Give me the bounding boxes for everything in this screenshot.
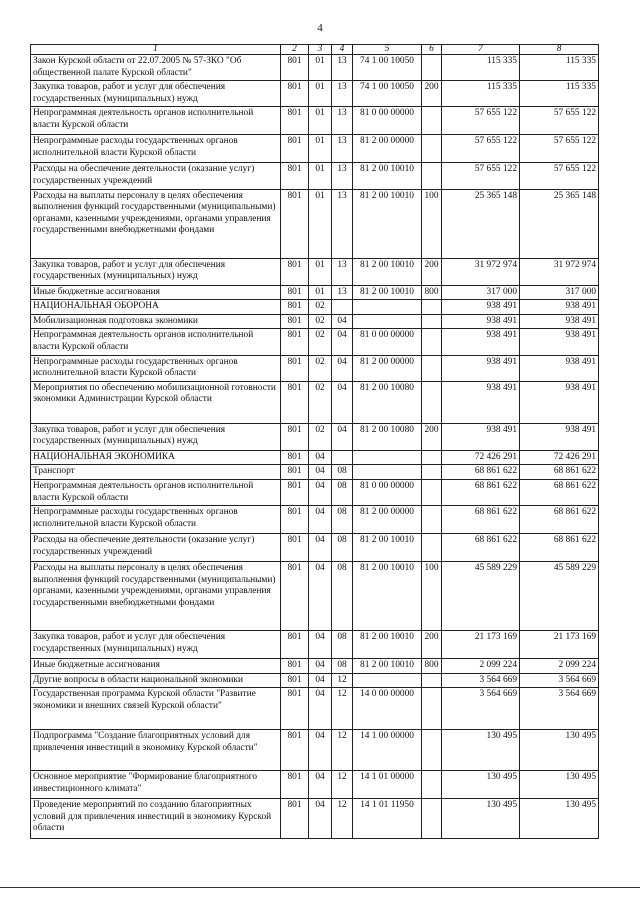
expense-type-code <box>422 506 442 534</box>
amount-approved: 45 589 229 <box>520 562 599 631</box>
expense-type-code: 200 <box>422 81 442 107</box>
amount-plan: 938 491 <box>442 381 520 423</box>
expense-type-code <box>422 799 442 839</box>
ministry-code: 801 <box>281 81 309 107</box>
subsection-code: 13 <box>332 163 353 189</box>
amount-approved: 938 491 <box>520 329 599 355</box>
ministry-code: 801 <box>281 285 309 300</box>
subsection-code: 04 <box>332 381 353 423</box>
table-row <box>31 506 599 534</box>
amount-approved: 130 495 <box>520 799 599 839</box>
amount-plan: 31 972 974 <box>442 258 520 285</box>
target-article-code: 74 1 00 10050 <box>353 55 422 81</box>
amount-plan: 3 564 669 <box>442 688 520 730</box>
row-name: Расходы на выплаты персоналу в целях обеспечения выполнения функций государственными (муниципальными) органами, казенными учреждениями, органами управления государственными внебюджетными фондами <box>31 189 281 258</box>
amount-plan: 57 655 122 <box>442 163 520 189</box>
amount-approved: 68 861 622 <box>520 465 599 480</box>
amount-approved: 57 655 122 <box>520 135 599 163</box>
target-article-code: 81 0 00 00000 <box>353 107 422 135</box>
section-code: 04 <box>309 771 332 799</box>
expense-type-code <box>422 329 442 355</box>
amount-approved: 31 972 974 <box>520 258 599 285</box>
subsection-code: 13 <box>332 55 353 81</box>
ministry-code: 801 <box>281 673 309 688</box>
expense-type-code <box>422 107 442 135</box>
amount-plan: 68 861 622 <box>442 479 520 505</box>
subsection-code: 08 <box>332 631 353 659</box>
subsection-code: 13 <box>332 107 353 135</box>
target-article-code: 81 2 00 10010 <box>353 285 422 300</box>
row-name: Непрограммная деятельность органов исполнительной власти Курской области <box>31 107 281 135</box>
section-code: 02 <box>309 381 332 423</box>
table-row <box>31 107 599 135</box>
expense-type-code <box>422 688 442 730</box>
table-row <box>31 329 599 355</box>
expense-type-code <box>422 355 442 381</box>
amount-plan: 130 495 <box>442 730 520 771</box>
section-code: 04 <box>309 465 332 480</box>
ministry-code: 801 <box>281 771 309 799</box>
section-code: 02 <box>309 355 332 381</box>
row-name: Закон Курской области от 22.07.2005 № 57-ЗКО "Об общественной палате Курской области" <box>31 55 281 81</box>
table-row <box>31 465 599 480</box>
subsection-code: 12 <box>332 673 353 688</box>
subsection-code: 04 <box>332 423 353 450</box>
section-code: 01 <box>309 81 332 107</box>
row-name: НАЦИОНАЛЬНАЯ ОБОРОНА <box>31 300 281 315</box>
section-code: 02 <box>309 329 332 355</box>
subsection-code: 08 <box>332 465 353 480</box>
subsection-code: 12 <box>332 730 353 771</box>
subsection-code: 08 <box>332 479 353 505</box>
expense-type-code <box>422 163 442 189</box>
subsection-code: 12 <box>332 688 353 730</box>
section-code: 04 <box>309 673 332 688</box>
expense-type-code: 200 <box>422 631 442 659</box>
table-row <box>31 673 599 688</box>
expense-type-code: 100 <box>422 189 442 258</box>
ministry-code: 801 <box>281 258 309 285</box>
section-code: 01 <box>309 163 332 189</box>
amount-plan: 68 861 622 <box>442 465 520 480</box>
table-row <box>31 189 599 258</box>
amount-approved: 938 491 <box>520 423 599 450</box>
section-code: 04 <box>309 631 332 659</box>
table-row <box>31 423 599 450</box>
row-name: Иные бюджетные ассигнования <box>31 659 281 674</box>
row-name: Государственная программа Курской области "Развитие экономики и внешних связей Курской области" <box>31 688 281 730</box>
expense-type-code <box>422 465 442 480</box>
amount-approved: 2 099 224 <box>520 659 599 674</box>
amount-approved: 3 564 669 <box>520 688 599 730</box>
row-name: Проведение мероприятий по созданию благоприятных условий для привлечения инвестиций в экономику Курской области <box>31 799 281 839</box>
section-code: 04 <box>309 450 332 465</box>
amount-plan: 21 173 169 <box>442 631 520 659</box>
amount-approved: 130 495 <box>520 771 599 799</box>
row-name: Непрограммные расходы государственных органов исполнительной власти Курской области <box>31 355 281 381</box>
ministry-code: 801 <box>281 423 309 450</box>
amount-approved: 115 335 <box>520 55 599 81</box>
amount-plan: 317 000 <box>442 285 520 300</box>
row-name: Транспорт <box>31 465 281 480</box>
table-row <box>31 81 599 107</box>
page-number: 4 <box>317 22 323 34</box>
target-article-code: 81 2 00 10010 <box>353 534 422 562</box>
target-article-code: 81 2 00 10010 <box>353 258 422 285</box>
amount-approved: 938 491 <box>520 381 599 423</box>
amount-plan: 68 861 622 <box>442 506 520 534</box>
page-bottom-rule <box>0 887 640 888</box>
amount-plan: 57 655 122 <box>442 135 520 163</box>
ministry-code: 801 <box>281 355 309 381</box>
ministry-code: 801 <box>281 631 309 659</box>
header-row <box>31 45 599 55</box>
subsection-code: 08 <box>332 534 353 562</box>
amount-approved: 21 173 169 <box>520 631 599 659</box>
ministry-code: 801 <box>281 107 309 135</box>
section-code: 04 <box>309 562 332 631</box>
row-name: Закупка товаров, работ и услуг для обеспечения государственных (муниципальных) нужд <box>31 258 281 285</box>
amount-plan: 130 495 <box>442 799 520 839</box>
amount-plan: 72 426 291 <box>442 450 520 465</box>
table-row <box>31 258 599 285</box>
target-article-code: 14 1 00 00000 <box>353 730 422 771</box>
target-article-code: 81 2 00 10010 <box>353 562 422 631</box>
table-row <box>31 163 599 189</box>
ministry-code: 801 <box>281 506 309 534</box>
table-row <box>31 381 599 423</box>
column-header: 1 <box>31 45 281 55</box>
subsection-code: 13 <box>332 135 353 163</box>
row-name: Непрограммные расходы государственных органов исполнительной власти Курской области <box>31 135 281 163</box>
expense-type-code <box>422 673 442 688</box>
amount-plan: 68 861 622 <box>442 534 520 562</box>
ministry-code: 801 <box>281 450 309 465</box>
ministry-code: 801 <box>281 799 309 839</box>
target-article-code: 81 2 00 10080 <box>353 381 422 423</box>
column-header: 2 <box>281 45 309 55</box>
row-name: Закупка товаров, работ и услуг для обеспечения государственных (муниципальных) нужд <box>31 81 281 107</box>
row-name: Подпрограмма "Создание благоприятных условий для привлечения инвестиций в экономику Курской области" <box>31 730 281 771</box>
section-code: 01 <box>309 189 332 258</box>
subsection-code <box>332 450 353 465</box>
ministry-code: 801 <box>281 659 309 674</box>
table-row <box>31 562 599 631</box>
row-name: НАЦИОНАЛЬНАЯ ЭКОНОМИКА <box>31 450 281 465</box>
target-article-code: 81 2 00 00000 <box>353 135 422 163</box>
subsection-code: 13 <box>332 258 353 285</box>
ministry-code: 801 <box>281 189 309 258</box>
subsection-code: 08 <box>332 562 353 631</box>
subsection-code: 13 <box>332 81 353 107</box>
expense-type-code <box>422 450 442 465</box>
section-code: 04 <box>309 534 332 562</box>
amount-plan: 938 491 <box>442 314 520 329</box>
row-name: Непрограммная деятельность органов исполнительной власти Курской области <box>31 479 281 505</box>
subsection-code <box>332 300 353 315</box>
table-row <box>31 450 599 465</box>
target-article-code: 81 0 00 00000 <box>353 329 422 355</box>
section-code: 04 <box>309 688 332 730</box>
amount-plan: 25 365 148 <box>442 189 520 258</box>
ministry-code: 801 <box>281 135 309 163</box>
amount-approved: 938 491 <box>520 355 599 381</box>
section-code: 01 <box>309 135 332 163</box>
table-row <box>31 730 599 771</box>
target-article-code: 81 0 00 00000 <box>353 479 422 505</box>
ministry-code: 801 <box>281 562 309 631</box>
column-header: 3 <box>309 45 332 55</box>
subsection-code: 08 <box>332 506 353 534</box>
section-code: 04 <box>309 506 332 534</box>
table-row <box>31 285 599 300</box>
expense-type-code: 100 <box>422 562 442 631</box>
target-article-code <box>353 300 422 315</box>
row-name: Иные бюджетные ассигнования <box>31 285 281 300</box>
ministry-code: 801 <box>281 381 309 423</box>
target-article-code: 14 1 01 11950 <box>353 799 422 839</box>
amount-approved: 68 861 622 <box>520 479 599 505</box>
amount-plan: 130 495 <box>442 771 520 799</box>
row-name: Мероприятия по обеспечению мобилизационной готовности экономики Администрации Курской области <box>31 381 281 423</box>
amount-approved: 938 491 <box>520 314 599 329</box>
row-name: Мобилизационная подготовка экономики <box>31 314 281 329</box>
target-article-code <box>353 673 422 688</box>
row-name: Расходы на выплаты персоналу в целях обеспечения выполнения функций государственными (муниципальными) органами, казенными учреждениями, органами управления государственными внебюджетными фондами <box>31 562 281 631</box>
table-row <box>31 314 599 329</box>
section-code: 01 <box>309 107 332 135</box>
amount-approved: 57 655 122 <box>520 163 599 189</box>
budget-table <box>30 44 599 839</box>
section-code: 01 <box>309 285 332 300</box>
row-name: Закупка товаров, работ и услуг для обеспечения государственных (муниципальных) нужд <box>31 423 281 450</box>
amount-approved: 68 861 622 <box>520 534 599 562</box>
row-name: Закупка товаров, работ и услуг для обеспечения государственных (муниципальных) нужд <box>31 631 281 659</box>
amount-plan: 938 491 <box>442 355 520 381</box>
ministry-code: 801 <box>281 534 309 562</box>
target-article-code <box>353 314 422 329</box>
target-article-code: 14 1 01 00000 <box>353 771 422 799</box>
ministry-code: 801 <box>281 163 309 189</box>
ministry-code: 801 <box>281 300 309 315</box>
amount-approved: 68 861 622 <box>520 506 599 534</box>
table-row <box>31 534 599 562</box>
column-header: 8 <box>520 45 599 55</box>
row-name: Расходы на обеспечение деятельности (оказание услуг) государственных учреждений <box>31 534 281 562</box>
target-article-code: 81 2 00 00000 <box>353 355 422 381</box>
target-article-code: 81 2 00 10080 <box>353 423 422 450</box>
expense-type-code <box>422 300 442 315</box>
amount-approved: 115 335 <box>520 81 599 107</box>
section-code: 04 <box>309 799 332 839</box>
ministry-code: 801 <box>281 688 309 730</box>
ministry-code: 801 <box>281 465 309 480</box>
amount-approved: 72 426 291 <box>520 450 599 465</box>
subsection-code: 04 <box>332 314 353 329</box>
expense-type-code: 800 <box>422 659 442 674</box>
expense-type-code <box>422 479 442 505</box>
amount-plan: 45 589 229 <box>442 562 520 631</box>
target-article-code <box>353 450 422 465</box>
expense-type-code <box>422 534 442 562</box>
amount-plan: 938 491 <box>442 423 520 450</box>
target-article-code: 81 2 00 00000 <box>353 506 422 534</box>
subsection-code: 12 <box>332 799 353 839</box>
column-header: 6 <box>422 45 442 55</box>
expense-type-code <box>422 730 442 771</box>
ministry-code: 801 <box>281 479 309 505</box>
target-article-code: 81 2 00 10010 <box>353 189 422 258</box>
amount-plan: 2 099 224 <box>442 659 520 674</box>
expense-type-code <box>422 314 442 329</box>
expense-type-code <box>422 55 442 81</box>
table-row <box>31 479 599 505</box>
column-header: 4 <box>332 45 353 55</box>
target-article-code: 14 0 00 00000 <box>353 688 422 730</box>
amount-plan: 3 564 669 <box>442 673 520 688</box>
amount-approved: 25 365 148 <box>520 189 599 258</box>
section-code: 04 <box>309 659 332 674</box>
expense-type-code <box>422 381 442 423</box>
ministry-code: 801 <box>281 55 309 81</box>
section-code: 04 <box>309 479 332 505</box>
expense-type-code: 200 <box>422 423 442 450</box>
table-row <box>31 799 599 839</box>
amount-plan: 938 491 <box>442 329 520 355</box>
table-row <box>31 55 599 81</box>
ministry-code: 801 <box>281 329 309 355</box>
table-row <box>31 300 599 315</box>
ministry-code: 801 <box>281 730 309 771</box>
amount-plan: 115 335 <box>442 55 520 81</box>
row-name: Непрограммная деятельность органов исполнительной власти Курской области <box>31 329 281 355</box>
expense-type-code: 800 <box>422 285 442 300</box>
subsection-code: 13 <box>332 285 353 300</box>
amount-plan: 57 655 122 <box>442 107 520 135</box>
column-header: 7 <box>442 45 520 55</box>
row-name: Другие вопросы в области национальной экономики <box>31 673 281 688</box>
subsection-code: 13 <box>332 189 353 258</box>
subsection-code: 12 <box>332 771 353 799</box>
amount-approved: 130 495 <box>520 730 599 771</box>
table-row <box>31 688 599 730</box>
subsection-code: 04 <box>332 355 353 381</box>
section-code: 02 <box>309 300 332 315</box>
row-name: Основное мероприятие "Формирование благоприятного инвестиционного климата" <box>31 771 281 799</box>
amount-approved: 938 491 <box>520 300 599 315</box>
target-article-code: 81 2 00 10010 <box>353 163 422 189</box>
subsection-code: 04 <box>332 329 353 355</box>
amount-approved: 317 000 <box>520 285 599 300</box>
section-code: 02 <box>309 423 332 450</box>
amount-plan: 115 335 <box>442 81 520 107</box>
row-name: Расходы на обеспечение деятельности (оказание услуг) государственных учреждений <box>31 163 281 189</box>
subsection-code: 08 <box>332 659 353 674</box>
table-row <box>31 659 599 674</box>
section-code: 01 <box>309 55 332 81</box>
target-article-code: 81 2 00 10010 <box>353 631 422 659</box>
section-code: 01 <box>309 258 332 285</box>
amount-approved: 3 564 669 <box>520 673 599 688</box>
amount-plan: 938 491 <box>442 300 520 315</box>
section-code: 02 <box>309 314 332 329</box>
expense-type-code <box>422 135 442 163</box>
target-article-code: 74 1 00 10050 <box>353 81 422 107</box>
expense-type-code: 200 <box>422 258 442 285</box>
target-article-code <box>353 465 422 480</box>
column-header: 5 <box>353 45 422 55</box>
table-row <box>31 355 599 381</box>
target-article-code: 81 2 00 10010 <box>353 659 422 674</box>
table-row <box>31 631 599 659</box>
expense-type-code <box>422 771 442 799</box>
amount-approved: 57 655 122 <box>520 107 599 135</box>
table-row <box>31 771 599 799</box>
table-row <box>31 135 599 163</box>
section-code: 04 <box>309 730 332 771</box>
row-name: Непрограммные расходы государственных органов исполнительной власти Курской области <box>31 506 281 534</box>
ministry-code: 801 <box>281 314 309 329</box>
